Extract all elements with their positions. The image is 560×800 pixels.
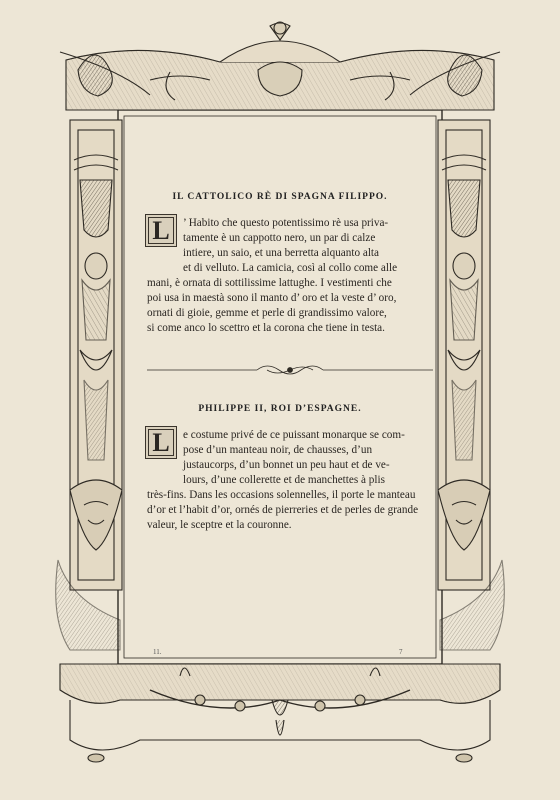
text-line: d’or et l’habit d’or, ornés de pierreries et de perles de grande bbox=[147, 504, 419, 516]
text-line: très-fins. Dans les occasions solennelles, il porte le manteau bbox=[147, 489, 416, 501]
text-line: ’ Habito che questo potentissimo rè usa priva- bbox=[183, 217, 389, 229]
text-line: tamente è un cappotto nero, un par di calze bbox=[183, 232, 376, 244]
text-line: et di velluto. La camicia, così al collo come alle bbox=[183, 262, 398, 274]
drop-cap-initial: L bbox=[145, 214, 177, 247]
text-line: poi usa in maestà sono il manto d’ oro et la veste d’ oro, bbox=[147, 292, 397, 304]
text-line: si come anco lo scettro et la corona che tiene in testa. bbox=[147, 322, 385, 334]
text-line: lours, d’une collerette et de manchettes à plis bbox=[183, 474, 385, 486]
text-line: e costume privé de ce puissant monarque se com- bbox=[183, 429, 405, 441]
paragraph-french bbox=[147, 428, 433, 533]
text-line: pose d’un manteau noir, de chausses, d’un bbox=[183, 444, 373, 456]
section-heading-italian: IL CATTOLICO RÈ DI SPAGNA FILIPPO. bbox=[172, 192, 388, 202]
text-line: justaucorps, d’un bonnet un peu haut et de ve- bbox=[183, 459, 390, 471]
paragraph-italian bbox=[147, 216, 433, 336]
text-line: valeur, le sceptre et la couronne. bbox=[147, 519, 292, 531]
ornamental-separator bbox=[147, 362, 433, 378]
text-panel bbox=[127, 118, 433, 656]
text-line: intiere, un saio, et una berretta alquanto alta bbox=[183, 247, 380, 259]
text-line: mani, è ornata di sottilissime lattughe. I vestimenti che bbox=[147, 277, 392, 289]
text-line: ornati di gioie, gemme et perle di grandissimo valore, bbox=[147, 307, 387, 319]
drop-cap-initial: L bbox=[145, 426, 177, 459]
page-number-left: 11. bbox=[153, 648, 162, 656]
page-number-right: 7 bbox=[399, 648, 403, 656]
section-heading-french: PHILIPPE II, ROI D’ESPAGNE. bbox=[198, 404, 362, 414]
